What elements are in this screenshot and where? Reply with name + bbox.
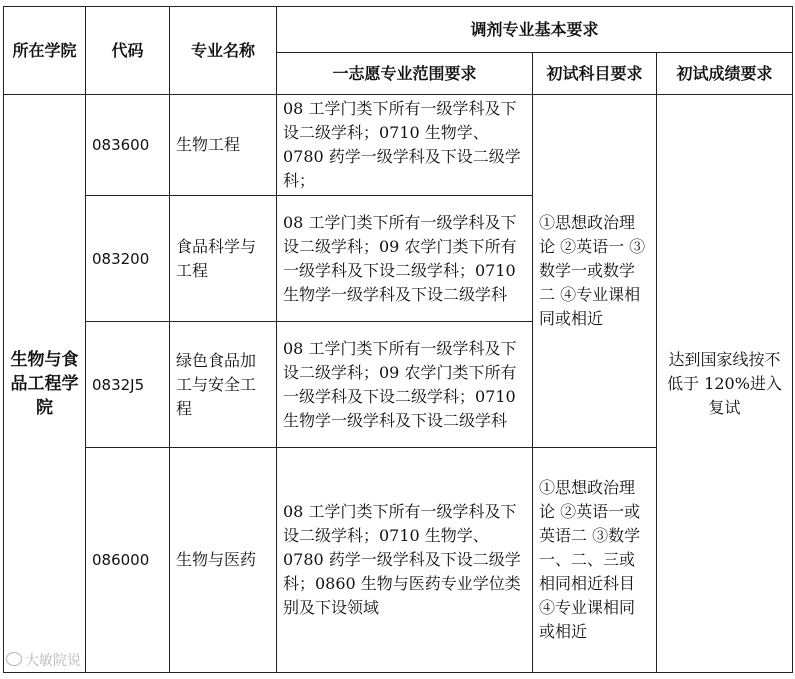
- scope-cell: 08 工学门类下所有一级学科及下设二级学科；0710 生物学、0780 药学一级学科及下设二级学科；: [277, 95, 533, 196]
- scope-cell: 08 工学门类下所有一级学科及下设二级学科；0710 生物学、0780 药学一级学科及下设二级学科；0860 生物与医药专业学位类别及下设领域: [277, 448, 533, 673]
- watermark-text: 大敏院说: [25, 653, 81, 669]
- major-cell: 食品科学与工程: [170, 196, 277, 322]
- major-cell: 生物与医药: [170, 448, 277, 673]
- code-cell: 083200: [86, 196, 170, 322]
- header-scope: 一志愿专业范围要求: [277, 53, 533, 95]
- header-major: 专业名称: [170, 7, 277, 95]
- watermark-logo-icon: [6, 652, 22, 666]
- header-score: 初试成绩要求: [657, 53, 793, 95]
- scope-cell: 08 工学门类下所有一级学科及下设二级学科；09 农学门类下所有一级学科及下设二级学科；0710 生物学一级学科及下设二级学科: [277, 196, 533, 322]
- code-cell: 083600: [86, 95, 170, 196]
- major-cell: 生物工程: [170, 95, 277, 196]
- subjects-cell-2: ①思想政治理论 ②英语一或英语二 ③数学一、二、三或相同相近科目 ④专业课相同或相近: [533, 448, 657, 673]
- code-cell: 0832J5: [86, 322, 170, 448]
- header-college: 所在学院: [4, 7, 86, 95]
- header-group: 调剂专业基本要求: [277, 7, 793, 53]
- header-code: 代码: [86, 7, 170, 95]
- table-row: [4, 95, 793, 196]
- adjustment-requirements-table: [3, 6, 793, 673]
- college-cell: 生物与食品工程学院: [4, 95, 86, 673]
- subjects-cell-1: ①思想政治理论 ②英语一 ③数学一或数学二 ④专业课相同或相近: [533, 95, 657, 448]
- code-cell: 086000: [86, 448, 170, 673]
- scope-cell: 08 工学门类下所有一级学科及下设二级学科；09 农学门类下所有一级学科及下设二级学科；0710 生物学一级学科及下设二级学科: [277, 322, 533, 448]
- header-subjects: 初试科目要求: [533, 53, 657, 95]
- watermark: [6, 650, 81, 670]
- score-cell: 达到国家线按不低于 120%进入复试: [657, 95, 793, 673]
- major-cell: 绿色食品加工与安全工程: [170, 322, 277, 448]
